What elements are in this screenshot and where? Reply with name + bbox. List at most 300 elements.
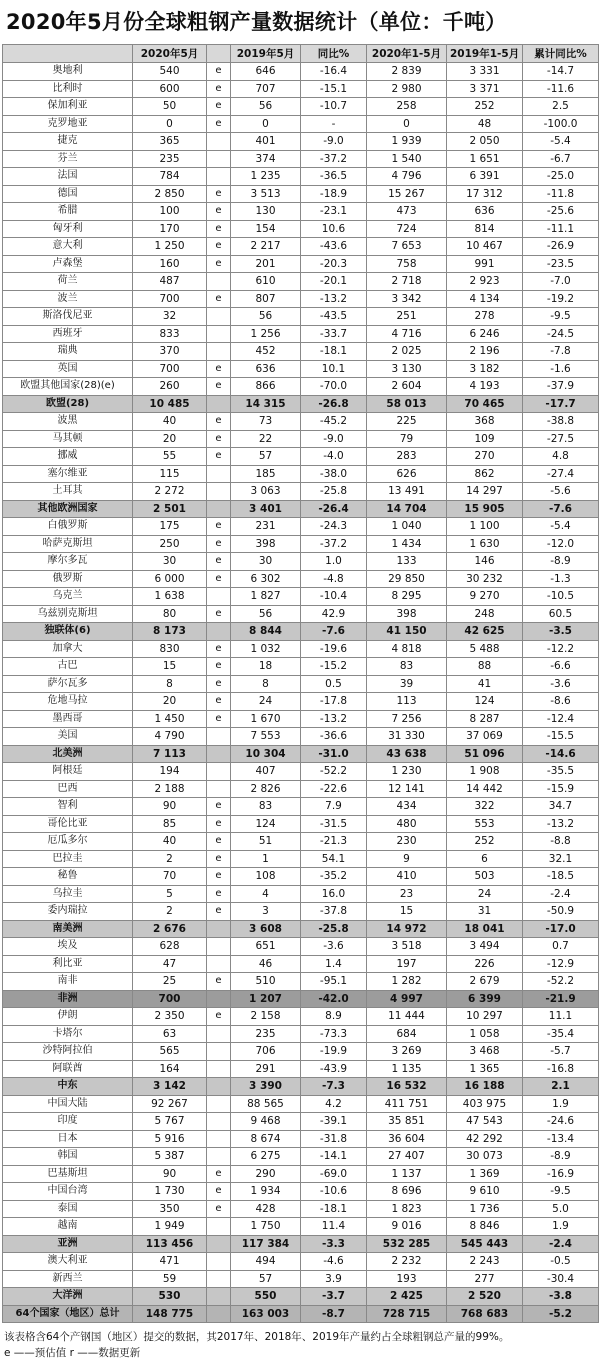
yoy-cell: -38.0: [301, 465, 367, 483]
may-2020-cell: 70: [133, 868, 207, 886]
may-2019-cell: 0: [231, 115, 301, 133]
estimate-flag-cell: e: [207, 605, 231, 623]
jan-may-2020-cell: 480: [367, 815, 447, 833]
jan-may-2020-cell: 29 850: [367, 570, 447, 588]
estimate-flag-cell: e: [207, 518, 231, 536]
legend-note: e ——预估值 r ——数据更新: [4, 1347, 141, 1359]
cumulative-yoy-cell: -7.8: [523, 343, 599, 361]
jan-may-2019-cell: 252: [447, 98, 523, 116]
may-2020-cell: 85: [133, 815, 207, 833]
country-cell: 卡塔尔: [3, 1025, 133, 1043]
estimate-flag-cell: [207, 483, 231, 501]
cumulative-yoy-cell: -16.9: [523, 1165, 599, 1183]
may-2019-cell: 290: [231, 1165, 301, 1183]
table-row: [3, 798, 599, 816]
table-row: [3, 1218, 599, 1236]
jan-may-2020-cell: 39: [367, 675, 447, 693]
estimate-flag-cell: [207, 1078, 231, 1096]
may-2019-cell: 235: [231, 1025, 301, 1043]
may-2019-cell: 14 315: [231, 395, 301, 413]
country-cell: 其他欧洲国家: [3, 500, 133, 518]
country-cell: 阿根廷: [3, 763, 133, 781]
may-2019-cell: 866: [231, 378, 301, 396]
cumulative-yoy-cell: -7.6: [523, 500, 599, 518]
jan-may-2019-cell: 226: [447, 955, 523, 973]
may-2019-cell: 154: [231, 220, 301, 238]
estimate-flag-cell: [207, 1148, 231, 1166]
may-2019-cell: 452: [231, 343, 301, 361]
estimate-flag-cell: [207, 150, 231, 168]
estimate-flag-cell: e: [207, 448, 231, 466]
may-2020-cell: 700: [133, 360, 207, 378]
cumulative-yoy-cell: -6.7: [523, 150, 599, 168]
jan-may-2019-cell: 42 625: [447, 623, 523, 641]
may-2019-cell: 610: [231, 273, 301, 291]
estimate-flag-cell: e: [207, 640, 231, 658]
country-cell: 挪威: [3, 448, 133, 466]
jan-may-2019-cell: 2 050: [447, 133, 523, 151]
table-row: [3, 290, 599, 308]
cumulative-yoy-cell: -35.5: [523, 763, 599, 781]
yoy-cell: -13.2: [301, 290, 367, 308]
may-2020-cell: 565: [133, 1043, 207, 1061]
cumulative-yoy-cell: -8.9: [523, 1148, 599, 1166]
yoy-cell: -39.1: [301, 1113, 367, 1131]
may-2019-cell: 401: [231, 133, 301, 151]
jan-may-2020-cell: 2 025: [367, 343, 447, 361]
may-2019-cell: 163 003: [231, 1305, 301, 1323]
table-row: [3, 1183, 599, 1201]
header-jan-may-2019: 2019年1-5月: [447, 45, 523, 63]
jan-may-2019-cell: 8 287: [447, 710, 523, 728]
country-cell: 秘鲁: [3, 868, 133, 886]
jan-may-2019-cell: 1 058: [447, 1025, 523, 1043]
may-2019-cell: 1 827: [231, 588, 301, 606]
jan-may-2019-cell: 9 270: [447, 588, 523, 606]
estimate-flag-cell: e: [207, 535, 231, 553]
may-2019-cell: 7 553: [231, 728, 301, 746]
estimate-flag-cell: [207, 325, 231, 343]
country-cell: 巴拉圭: [3, 850, 133, 868]
may-2020-cell: 471: [133, 1253, 207, 1271]
country-cell: 芬兰: [3, 150, 133, 168]
country-cell: 中国台湾: [3, 1183, 133, 1201]
yoy-cell: 10.6: [301, 220, 367, 238]
country-cell: 中东: [3, 1078, 133, 1096]
table-row: [3, 675, 599, 693]
jan-may-2020-cell: 8 696: [367, 1183, 447, 1201]
jan-may-2019-cell: 991: [447, 255, 523, 273]
estimate-flag-cell: [207, 1060, 231, 1078]
cumulative-yoy-cell: -11.6: [523, 80, 599, 98]
yoy-cell: -10.6: [301, 1183, 367, 1201]
country-cell: 古巴: [3, 658, 133, 676]
country-cell: 乌拉圭: [3, 885, 133, 903]
estimate-flag-cell: [207, 938, 231, 956]
jan-may-2020-cell: 13 491: [367, 483, 447, 501]
jan-may-2020-cell: 1 540: [367, 150, 447, 168]
region-total-row: [3, 500, 599, 518]
jan-may-2019-cell: 862: [447, 465, 523, 483]
jan-may-2019-cell: 109: [447, 430, 523, 448]
may-2019-cell: 46: [231, 955, 301, 973]
may-2019-cell: 22: [231, 430, 301, 448]
may-2020-cell: 40: [133, 413, 207, 431]
jan-may-2020-cell: 58 013: [367, 395, 447, 413]
yoy-cell: -10.7: [301, 98, 367, 116]
may-2019-cell: 3 390: [231, 1078, 301, 1096]
yoy-cell: -21.3: [301, 833, 367, 851]
country-cell: 欧盟其他国家(28)(e): [3, 378, 133, 396]
may-2020-cell: 1 250: [133, 238, 207, 256]
may-2019-cell: 1 207: [231, 990, 301, 1008]
estimate-flag-cell: e: [207, 973, 231, 991]
may-2019-cell: 2 217: [231, 238, 301, 256]
may-2020-cell: 47: [133, 955, 207, 973]
yoy-cell: -10.4: [301, 588, 367, 606]
jan-may-2020-cell: 197: [367, 955, 447, 973]
may-2019-cell: 57: [231, 448, 301, 466]
jan-may-2019-cell: 1 908: [447, 763, 523, 781]
cumulative-yoy-cell: -8.9: [523, 553, 599, 571]
jan-may-2020-cell: 411 751: [367, 1095, 447, 1113]
yoy-cell: 42.9: [301, 605, 367, 623]
estimate-flag-cell: [207, 465, 231, 483]
estimate-flag-cell: [207, 1113, 231, 1131]
may-2020-cell: 15: [133, 658, 207, 676]
jan-may-2019-cell: 270: [447, 448, 523, 466]
jan-may-2020-cell: 41 150: [367, 623, 447, 641]
country-cell: 墨西哥: [3, 710, 133, 728]
jan-may-2020-cell: 9: [367, 850, 447, 868]
cumulative-yoy-cell: -12.4: [523, 710, 599, 728]
country-cell: 南非: [3, 973, 133, 991]
country-cell: 乌兹别克斯坦: [3, 605, 133, 623]
table-row: [3, 273, 599, 291]
yoy-cell: -37.2: [301, 150, 367, 168]
estimate-flag-cell: [207, 395, 231, 413]
may-2019-cell: 6 275: [231, 1148, 301, 1166]
country-cell: 加拿大: [3, 640, 133, 658]
estimate-flag-cell: e: [207, 833, 231, 851]
jan-may-2020-cell: 15 267: [367, 185, 447, 203]
header-may-2020: 2020年5月: [133, 45, 207, 63]
jan-may-2020-cell: 4 796: [367, 168, 447, 186]
jan-may-2020-cell: 2 980: [367, 80, 447, 98]
cumulative-yoy-cell: -5.4: [523, 133, 599, 151]
yoy-cell: -20.1: [301, 273, 367, 291]
cumulative-yoy-cell: 60.5: [523, 605, 599, 623]
estimate-flag-cell: [207, 1043, 231, 1061]
jan-may-2019-cell: 42 292: [447, 1130, 523, 1148]
country-cell: 荷兰: [3, 273, 133, 291]
jan-may-2020-cell: 133: [367, 553, 447, 571]
may-2020-cell: 628: [133, 938, 207, 956]
cumulative-yoy-cell: -24.6: [523, 1113, 599, 1131]
country-cell: 伊朗: [3, 1008, 133, 1026]
country-cell: 埃及: [3, 938, 133, 956]
estimate-flag-cell: [207, 273, 231, 291]
may-2019-cell: 9 468: [231, 1113, 301, 1131]
cumulative-yoy-cell: 2.5: [523, 98, 599, 116]
may-2020-cell: 2: [133, 903, 207, 921]
may-2019-cell: 707: [231, 80, 301, 98]
yoy-cell: -42.0: [301, 990, 367, 1008]
cumulative-yoy-cell: -8.8: [523, 833, 599, 851]
jan-may-2020-cell: 23: [367, 885, 447, 903]
jan-may-2019-cell: 503: [447, 868, 523, 886]
jan-may-2020-cell: 230: [367, 833, 447, 851]
table-row: [3, 308, 599, 326]
may-2020-cell: 90: [133, 1165, 207, 1183]
jan-may-2019-cell: 48: [447, 115, 523, 133]
country-cell: 卢森堡: [3, 255, 133, 273]
table-row: [3, 710, 599, 728]
header-country: [3, 45, 133, 63]
may-2020-cell: 365: [133, 133, 207, 151]
page-title: 2020年5月份全球粗钢产量数据统计（单位：千吨）: [6, 10, 507, 34]
jan-may-2020-cell: 728 715: [367, 1305, 447, 1323]
may-2020-cell: 4 790: [133, 728, 207, 746]
cumulative-yoy-cell: -19.2: [523, 290, 599, 308]
header-yoy: 同比%: [301, 45, 367, 63]
cumulative-yoy-cell: -21.9: [523, 990, 599, 1008]
may-2020-cell: 5 767: [133, 1113, 207, 1131]
may-2019-cell: 3 608: [231, 920, 301, 938]
may-2020-cell: 2 501: [133, 500, 207, 518]
may-2019-cell: 291: [231, 1060, 301, 1078]
cumulative-yoy-cell: 11.1: [523, 1008, 599, 1026]
yoy-cell: -4.6: [301, 1253, 367, 1271]
yoy-cell: 7.9: [301, 798, 367, 816]
jan-may-2020-cell: 8 295: [367, 588, 447, 606]
yoy-cell: -18.1: [301, 1200, 367, 1218]
table-row: [3, 850, 599, 868]
may-2020-cell: 25: [133, 973, 207, 991]
yoy-cell: -22.6: [301, 780, 367, 798]
table-row: [3, 903, 599, 921]
estimate-flag-cell: e: [207, 850, 231, 868]
table-row: [3, 553, 599, 571]
may-2019-cell: 1 750: [231, 1218, 301, 1236]
country-cell: 南美洲: [3, 920, 133, 938]
may-2020-cell: 1 730: [133, 1183, 207, 1201]
may-2020-cell: 32: [133, 308, 207, 326]
may-2020-cell: 8 173: [133, 623, 207, 641]
jan-may-2020-cell: 14 704: [367, 500, 447, 518]
may-2019-cell: 494: [231, 1253, 301, 1271]
yoy-cell: 16.0: [301, 885, 367, 903]
yoy-cell: -25.8: [301, 483, 367, 501]
jan-may-2020-cell: 16 532: [367, 1078, 447, 1096]
cumulative-yoy-cell: -1.6: [523, 360, 599, 378]
may-2019-cell: 1 670: [231, 710, 301, 728]
may-2020-cell: 92 267: [133, 1095, 207, 1113]
country-cell: 哈萨克斯坦: [3, 535, 133, 553]
table-row: [3, 938, 599, 956]
may-2020-cell: 6 000: [133, 570, 207, 588]
estimate-flag-cell: [207, 1270, 231, 1288]
jan-may-2020-cell: 3 518: [367, 938, 447, 956]
country-cell: 匈牙利: [3, 220, 133, 238]
yoy-cell: -70.0: [301, 378, 367, 396]
jan-may-2020-cell: 1 230: [367, 763, 447, 781]
jan-may-2019-cell: 30 232: [447, 570, 523, 588]
jan-may-2020-cell: 225: [367, 413, 447, 431]
may-2020-cell: 7 113: [133, 745, 207, 763]
cumulative-yoy-cell: -5.2: [523, 1305, 599, 1323]
yoy-cell: -13.2: [301, 710, 367, 728]
may-2020-cell: 50: [133, 98, 207, 116]
estimate-flag-cell: e: [207, 1200, 231, 1218]
yoy-cell: -15.2: [301, 658, 367, 676]
jan-may-2019-cell: 6 399: [447, 990, 523, 1008]
yoy-cell: -18.9: [301, 185, 367, 203]
may-2019-cell: 10 304: [231, 745, 301, 763]
jan-may-2020-cell: 3 342: [367, 290, 447, 308]
may-2019-cell: 1: [231, 850, 301, 868]
table-row: [3, 203, 599, 221]
cumulative-yoy-cell: -18.5: [523, 868, 599, 886]
table-row: [3, 133, 599, 151]
may-2019-cell: 57: [231, 1270, 301, 1288]
estimate-flag-cell: [207, 1253, 231, 1271]
jan-may-2019-cell: 124: [447, 693, 523, 711]
cumulative-yoy-cell: -50.9: [523, 903, 599, 921]
may-2020-cell: 600: [133, 80, 207, 98]
table-row: [3, 1200, 599, 1218]
may-2020-cell: 90: [133, 798, 207, 816]
jan-may-2019-cell: 1 365: [447, 1060, 523, 1078]
table-row: [3, 570, 599, 588]
jan-may-2019-cell: 768 683: [447, 1305, 523, 1323]
may-2020-cell: 3 142: [133, 1078, 207, 1096]
jan-may-2020-cell: 4 716: [367, 325, 447, 343]
jan-may-2020-cell: 2 839: [367, 63, 447, 81]
header-flag: [207, 45, 231, 63]
jan-may-2019-cell: 4 193: [447, 378, 523, 396]
may-2020-cell: 700: [133, 290, 207, 308]
cumulative-yoy-cell: -2.4: [523, 1235, 599, 1253]
country-cell: 北美洲: [3, 745, 133, 763]
may-2020-cell: 5: [133, 885, 207, 903]
yoy-cell: -16.4: [301, 63, 367, 81]
may-2019-cell: 646: [231, 63, 301, 81]
may-2020-cell: 1 949: [133, 1218, 207, 1236]
jan-may-2020-cell: 283: [367, 448, 447, 466]
jan-may-2019-cell: 8 846: [447, 1218, 523, 1236]
jan-may-2019-cell: 51 096: [447, 745, 523, 763]
table-row: [3, 1253, 599, 1271]
region-total-row: [3, 1288, 599, 1306]
jan-may-2020-cell: 1 434: [367, 535, 447, 553]
estimate-flag-cell: e: [207, 290, 231, 308]
table-row: [3, 658, 599, 676]
cumulative-yoy-cell: -26.9: [523, 238, 599, 256]
jan-may-2019-cell: 545 443: [447, 1235, 523, 1253]
table-row: [3, 1008, 599, 1026]
may-2019-cell: 807: [231, 290, 301, 308]
may-2019-cell: 3 063: [231, 483, 301, 501]
may-2020-cell: 830: [133, 640, 207, 658]
jan-may-2020-cell: 27 407: [367, 1148, 447, 1166]
cumulative-yoy-cell: -35.4: [523, 1025, 599, 1043]
cumulative-yoy-cell: -3.5: [523, 623, 599, 641]
table-row: [3, 955, 599, 973]
may-2019-cell: 201: [231, 255, 301, 273]
country-cell: 厄瓜多尔: [3, 833, 133, 851]
country-cell: 法国: [3, 168, 133, 186]
country-cell: 沙特阿拉伯: [3, 1043, 133, 1061]
cumulative-yoy-cell: -16.8: [523, 1060, 599, 1078]
table-row: [3, 325, 599, 343]
cumulative-yoy-cell: -15.9: [523, 780, 599, 798]
may-2020-cell: 487: [133, 273, 207, 291]
jan-may-2020-cell: 79: [367, 430, 447, 448]
table-header-row: [3, 45, 599, 63]
country-cell: 西班牙: [3, 325, 133, 343]
estimate-flag-cell: e: [207, 570, 231, 588]
may-2020-cell: 5 387: [133, 1148, 207, 1166]
jan-may-2019-cell: 6 246: [447, 325, 523, 343]
estimate-flag-cell: [207, 955, 231, 973]
jan-may-2020-cell: 1 282: [367, 973, 447, 991]
estimate-flag-cell: [207, 745, 231, 763]
table-row: [3, 238, 599, 256]
yoy-cell: -37.2: [301, 535, 367, 553]
jan-may-2019-cell: 3 331: [447, 63, 523, 81]
table-row: [3, 80, 599, 98]
may-2019-cell: 8 844: [231, 623, 301, 641]
jan-may-2020-cell: 2 604: [367, 378, 447, 396]
table-row: [3, 693, 599, 711]
country-cell: 非洲: [3, 990, 133, 1008]
country-cell: 捷克: [3, 133, 133, 151]
country-cell: 巴西: [3, 780, 133, 798]
may-2020-cell: 784: [133, 168, 207, 186]
may-2020-cell: 194: [133, 763, 207, 781]
yoy-cell: -36.6: [301, 728, 367, 746]
yoy-cell: -14.1: [301, 1148, 367, 1166]
cumulative-yoy-cell: -15.5: [523, 728, 599, 746]
table-row: [3, 1025, 599, 1043]
yoy-cell: -43.6: [301, 238, 367, 256]
may-2020-cell: 2 350: [133, 1008, 207, 1026]
jan-may-2019-cell: 31: [447, 903, 523, 921]
yoy-cell: -19.9: [301, 1043, 367, 1061]
may-2020-cell: 2: [133, 850, 207, 868]
country-cell: 塞尔维亚: [3, 465, 133, 483]
jan-may-2020-cell: 7 653: [367, 238, 447, 256]
may-2020-cell: 113 456: [133, 1235, 207, 1253]
may-2019-cell: 24: [231, 693, 301, 711]
cumulative-yoy-cell: -3.6: [523, 675, 599, 693]
region-total-row: [3, 990, 599, 1008]
footnote: 该表格含64个产钢国（地区）提交的数据，其2017年、2018年、2019年产量约占全球粗钢总产量的99%。: [4, 1331, 510, 1343]
country-cell: 保加利亚: [3, 98, 133, 116]
estimate-flag-cell: [207, 168, 231, 186]
cumulative-yoy-cell: 5.0: [523, 1200, 599, 1218]
may-2019-cell: 30: [231, 553, 301, 571]
estimate-flag-cell: [207, 1130, 231, 1148]
jan-may-2020-cell: 12 141: [367, 780, 447, 798]
yoy-cell: 11.4: [301, 1218, 367, 1236]
yoy-cell: -43.9: [301, 1060, 367, 1078]
country-cell: 危地马拉: [3, 693, 133, 711]
may-2019-cell: 185: [231, 465, 301, 483]
header-jan-may-2020: 2020年1-5月: [367, 45, 447, 63]
may-2020-cell: 235: [133, 150, 207, 168]
